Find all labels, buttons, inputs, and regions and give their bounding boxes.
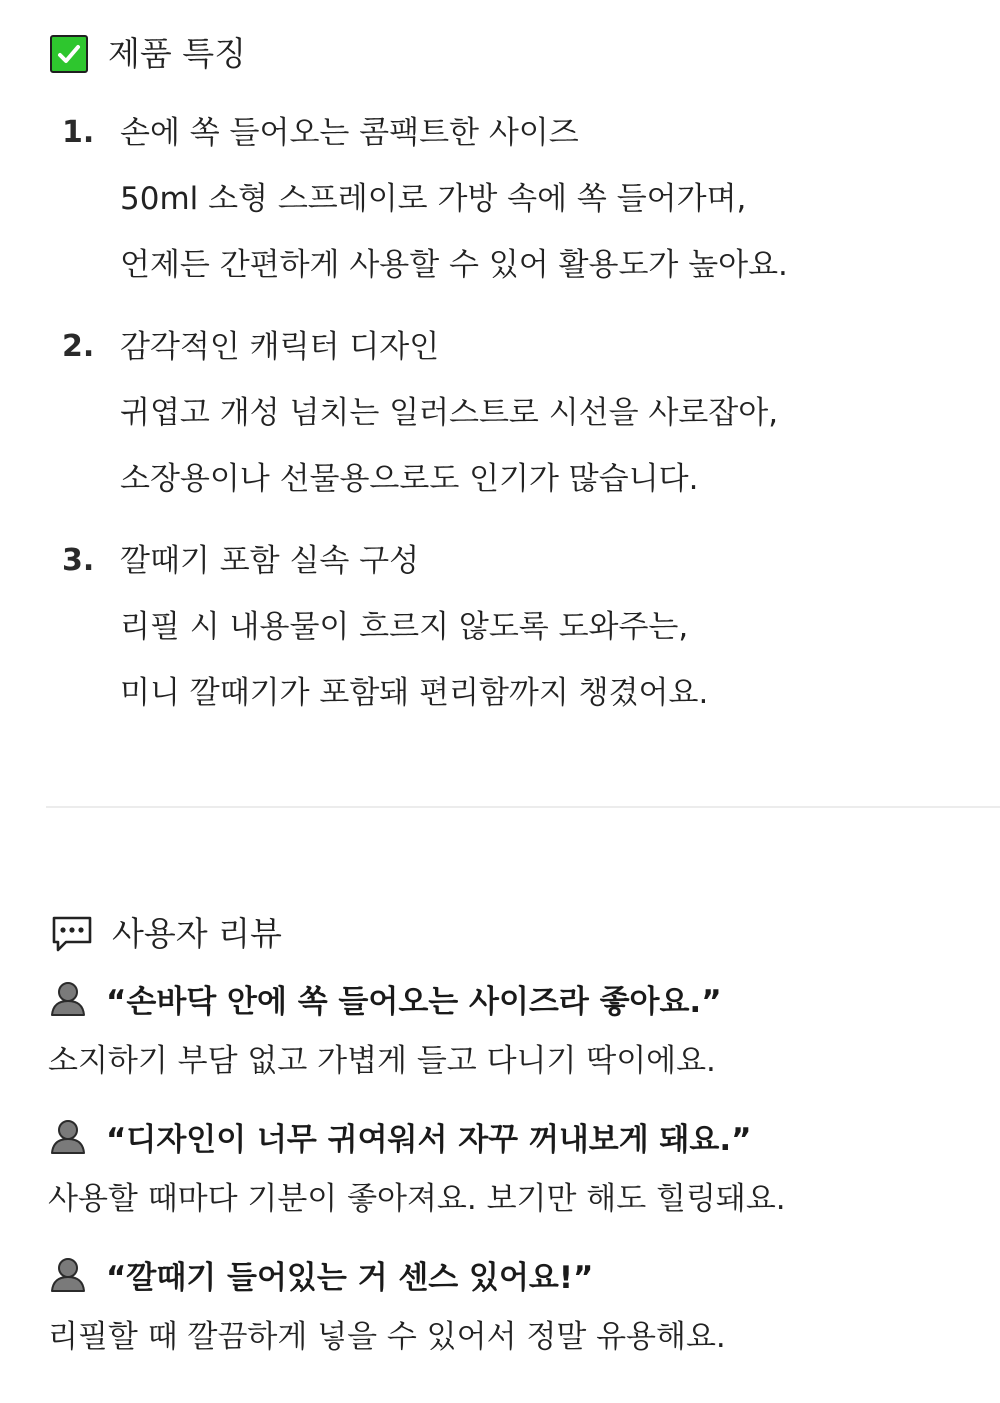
feature-line: 50ml 소형 스프레이로 가방 속에 쏙 들어가며, xyxy=(120,181,747,217)
feature-heading: 감각적인 캐릭터 디자인 xyxy=(120,329,440,365)
feature-line: 미니 깔때기가 포함돼 편리함까지 챙겼어요. xyxy=(120,675,709,711)
review-item xyxy=(48,1104,988,1230)
feature-line: 소장용이나 선물용으로도 인기가 많습니다. xyxy=(120,461,699,497)
feature-line: 리필 시 내용물이 흐르지 않도록 도와주는, xyxy=(120,609,689,645)
feature-heading: 깔때기 포함 실속 구성 xyxy=(120,543,420,579)
review-quote: “깔때기 들어있는 거 센스 있어요!” xyxy=(106,1259,594,1296)
features-header xyxy=(50,34,246,74)
person-icon xyxy=(48,1116,88,1156)
feature-body xyxy=(120,100,788,298)
review-quote: “디자인이 너무 귀여워서 자꾸 꺼내보게 돼요.” xyxy=(106,1121,752,1158)
review-quote-row xyxy=(48,1242,988,1306)
feature-body xyxy=(120,528,708,726)
review-text: 사용할 때마다 기분이 좋아져요. 보기만 해도 힐링돼요. xyxy=(48,1181,786,1217)
person-icon xyxy=(48,1254,88,1294)
feature-list xyxy=(62,100,982,742)
review-quote: “손바닥 안에 쏙 들어오는 사이즈라 좋아요.” xyxy=(106,983,722,1020)
review-text: 리필할 때 깔끔하게 넣을 수 있어서 정말 유용해요. xyxy=(48,1319,726,1355)
review-item xyxy=(48,966,988,1092)
person-icon xyxy=(48,978,88,1018)
speech-bubble-icon xyxy=(50,914,94,954)
section-divider xyxy=(46,806,1000,808)
check-box-icon xyxy=(50,35,88,73)
reviews-title: 사용자 리뷰 xyxy=(112,914,282,953)
review-list xyxy=(48,966,988,1380)
features-title: 제품 특징 xyxy=(108,34,247,73)
review-quote-row xyxy=(48,1104,988,1168)
review-text: 소지하기 부담 없고 가볍게 들고 다니기 딱이에요. xyxy=(48,1043,716,1079)
feature-line: 귀엽고 개성 넘치는 일러스트로 시선을 사로잡아, xyxy=(120,395,779,431)
feature-body xyxy=(120,314,778,512)
review-item xyxy=(48,1242,988,1368)
feature-number: 2. xyxy=(62,329,95,364)
feature-heading: 손에 쏙 들어오는 콤팩트한 사이즈 xyxy=(120,115,579,151)
review-quote-row xyxy=(48,966,988,1030)
feature-number: 1. xyxy=(62,115,95,150)
feature-item xyxy=(62,314,982,512)
feature-item xyxy=(62,528,982,726)
feature-number: 3. xyxy=(62,543,95,578)
feature-item xyxy=(62,100,982,298)
reviews-header xyxy=(50,914,282,954)
feature-line: 언제든 간편하게 사용할 수 있어 활용도가 높아요. xyxy=(120,247,788,283)
